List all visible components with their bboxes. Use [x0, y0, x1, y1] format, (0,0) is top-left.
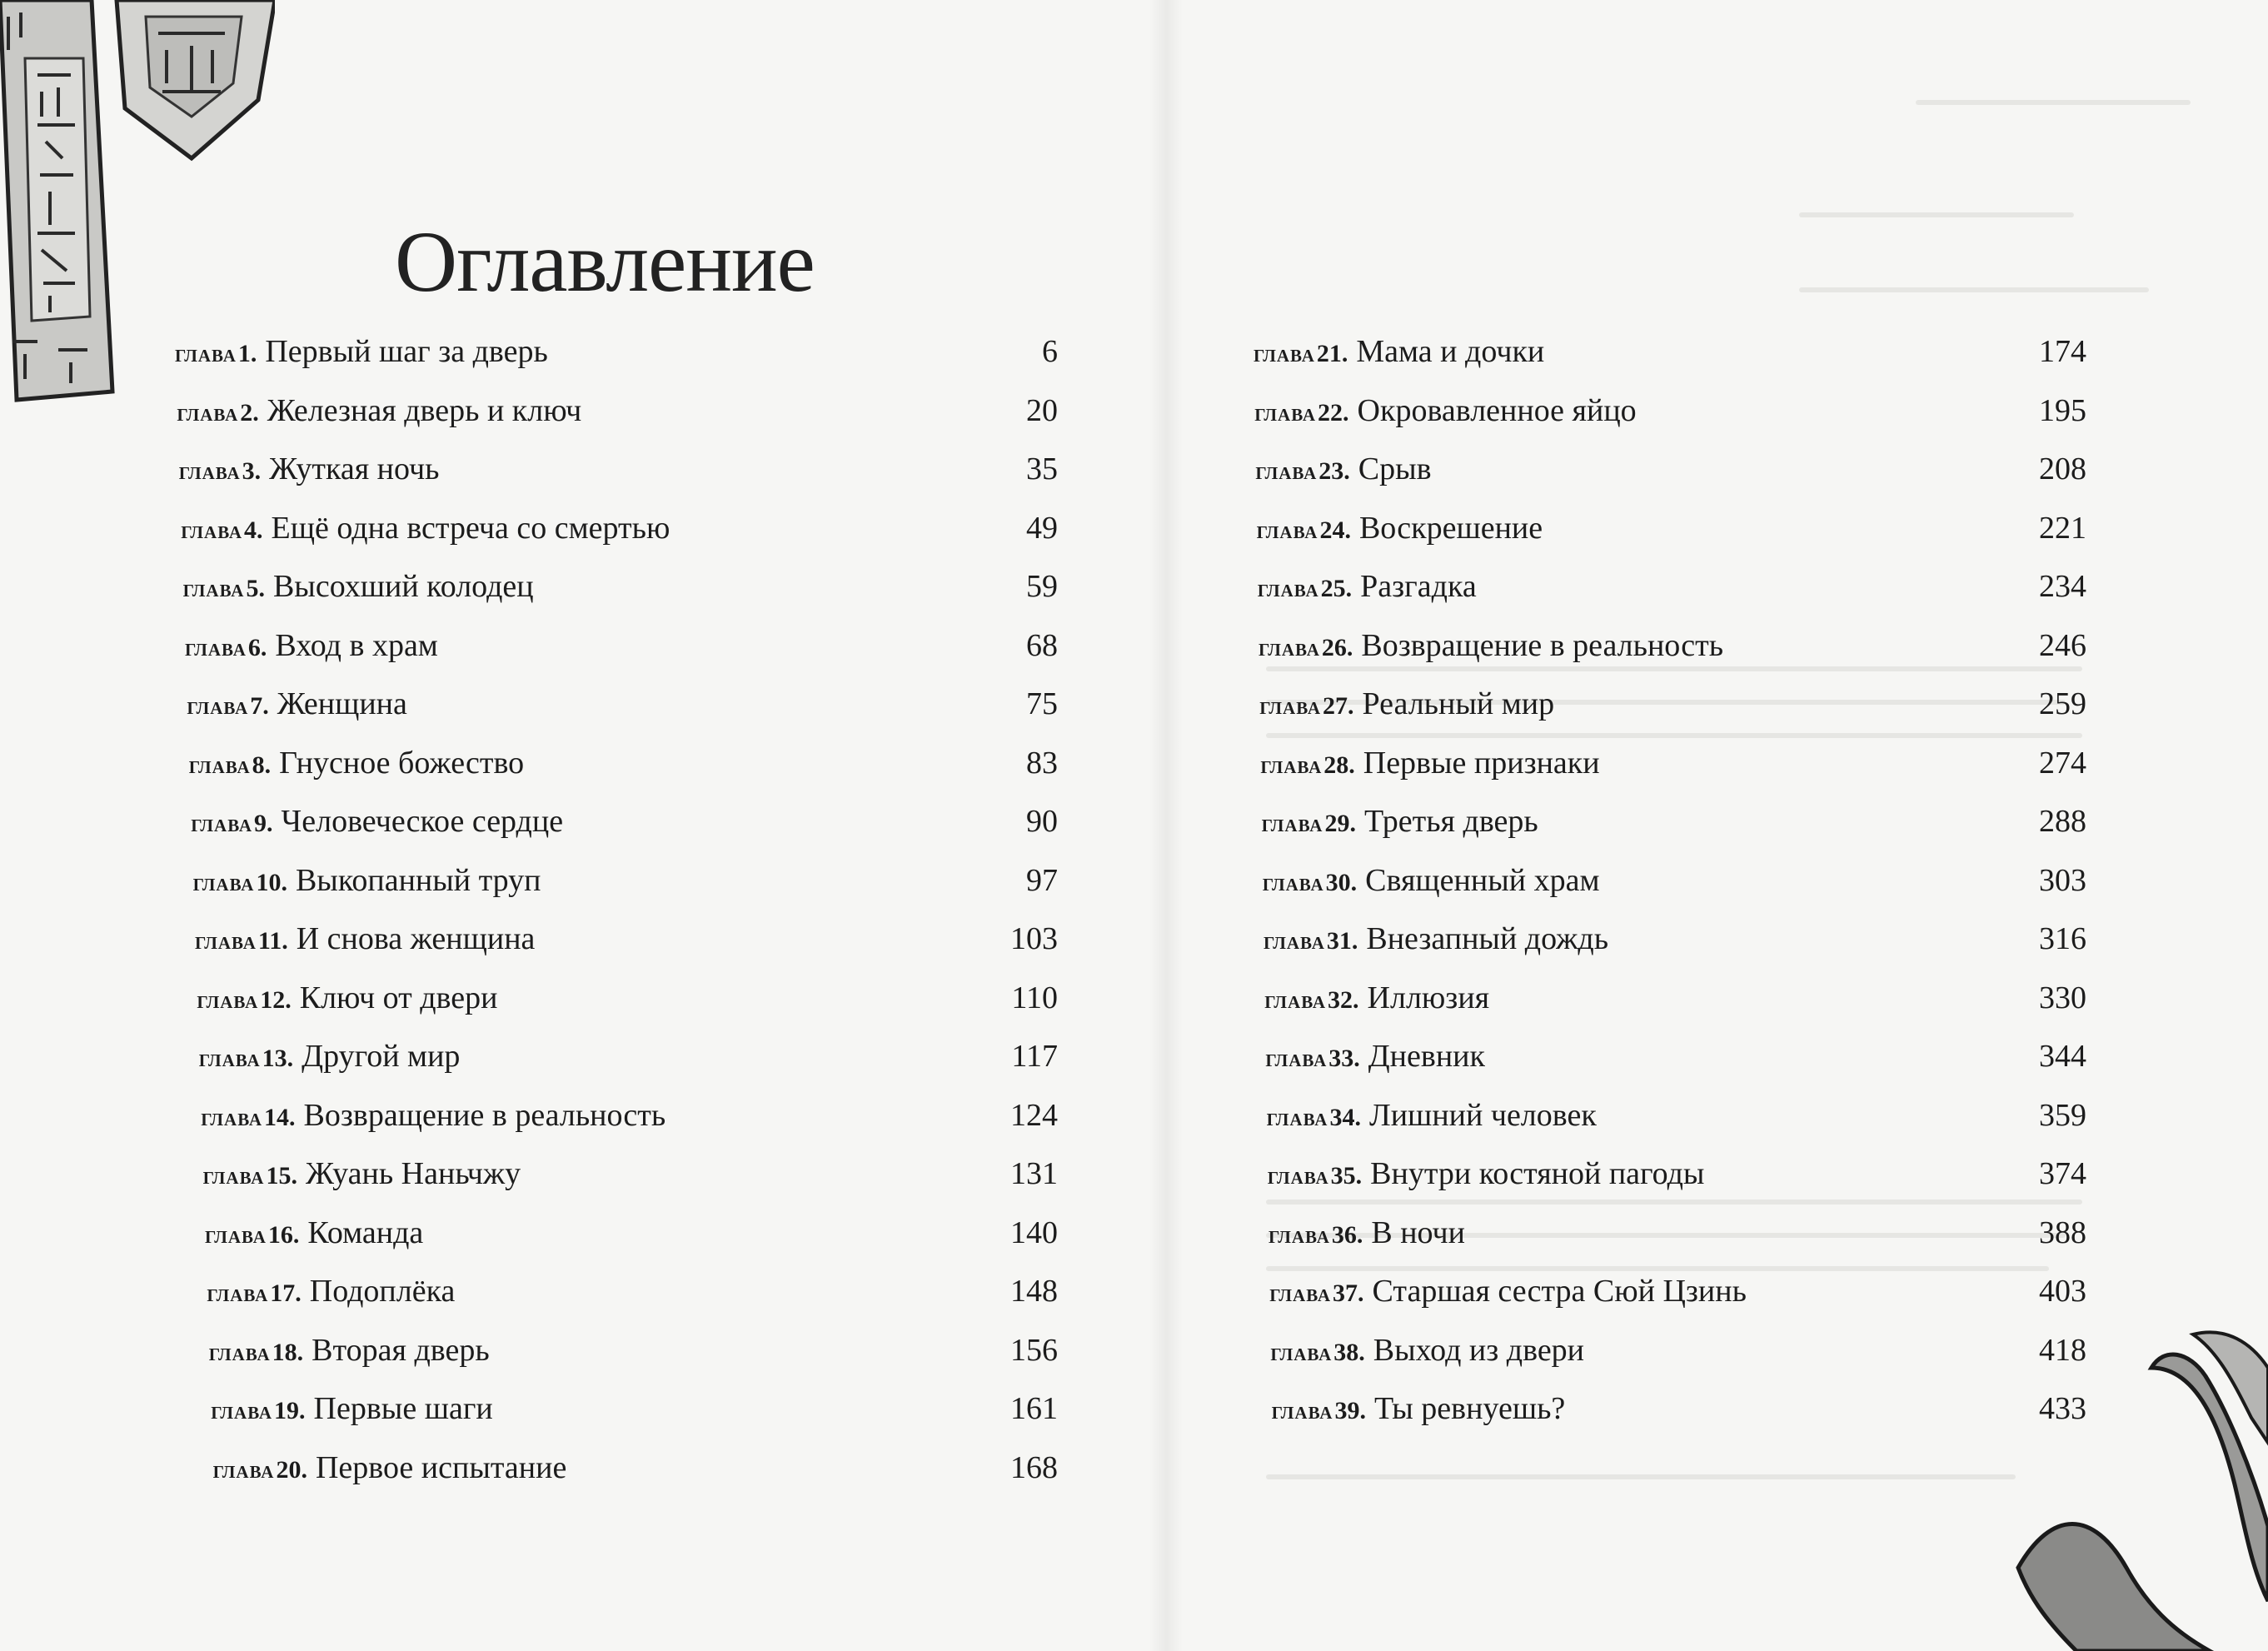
chapter-number: 34. — [1329, 1103, 1361, 1131]
chapter-label: глава — [182, 575, 245, 602]
chapter-title: Священный храм — [1365, 862, 1600, 898]
page-number: 221 — [2039, 510, 2086, 546]
page-number: 103 — [1010, 921, 1058, 956]
chapter-label: глава — [185, 633, 247, 661]
toc-entry[interactable] — [175, 920, 1058, 970]
chapter-label: глава — [208, 1338, 271, 1366]
toc-entry[interactable] — [1254, 1273, 2086, 1323]
chapter-title: Окровавленное яйцо — [1357, 392, 1637, 428]
toc-entry[interactable] — [1254, 451, 2086, 501]
chapter-number: 23. — [1318, 457, 1350, 485]
chapter-number: 32. — [1328, 985, 1359, 1014]
toc-entry[interactable] — [1254, 392, 2086, 442]
chapter-title: Ещё одна встреча со смертью — [271, 510, 670, 546]
chapter-number: 5. — [246, 575, 265, 602]
chapter-label: глава — [1265, 1045, 1328, 1072]
chapter-label: глава — [1256, 516, 1318, 544]
chapter-number: 1. — [237, 340, 257, 367]
page-number: 35 — [1026, 451, 1058, 486]
chapter-number: 28. — [1323, 751, 1355, 779]
chapter-label: глава — [1259, 692, 1322, 720]
chapter-title: Железная дверь и ключ — [267, 392, 582, 428]
toc-entry[interactable] — [1254, 1038, 2086, 1088]
page-number: 148 — [1010, 1274, 1058, 1309]
chapter-title: Старшая сестра Сюй Цзинь — [1372, 1274, 1747, 1309]
chapter-number: 6. — [247, 633, 267, 661]
page-number: 6 — [1042, 334, 1058, 369]
page-fold-shadow — [1149, 0, 1183, 1651]
page-number: 259 — [2039, 686, 2086, 721]
chapter-number: 2. — [240, 398, 259, 426]
toc-entry[interactable] — [175, 1155, 1058, 1205]
page-number: 124 — [1010, 1097, 1058, 1133]
chapter-title: Команда — [307, 1215, 424, 1250]
chapter-title: Разгадка — [1360, 569, 1477, 604]
chapter-title: Воскрешение — [1358, 510, 1543, 546]
toc-entry[interactable] — [175, 568, 1058, 618]
page-number: 97 — [1026, 862, 1058, 898]
chapter-title: Жуань Наньчжу — [305, 1156, 521, 1191]
toc-entry[interactable] — [1254, 627, 2086, 677]
chapter-title: Первые шаги — [313, 1391, 493, 1426]
bleed-line — [1266, 1266, 2049, 1271]
chapter-number: 33. — [1328, 1045, 1360, 1072]
chapter-title: Выкопанный труп — [295, 862, 541, 898]
chapter-label: глава — [1271, 1397, 1333, 1424]
chapter-label: глава — [211, 1397, 273, 1424]
chapter-label: глава — [1267, 1162, 1329, 1190]
chapter-label: глава — [181, 516, 243, 544]
page-number: 303 — [2039, 862, 2086, 898]
page-number: 90 — [1026, 804, 1058, 839]
page-number: 49 — [1026, 510, 1058, 546]
page-title: Оглавление — [395, 213, 815, 310]
toc-entry[interactable] — [1254, 686, 2086, 736]
chapter-number: 31. — [1326, 927, 1358, 955]
chapter-label: глава — [178, 457, 241, 485]
page-number: 359 — [2039, 1097, 2086, 1133]
page-number: 208 — [2039, 451, 2086, 486]
toc-entry[interactable] — [175, 1097, 1058, 1147]
chapter-number: 7. — [250, 692, 269, 720]
chapter-title: Первые признаки — [1363, 745, 1600, 781]
bleed-line — [1916, 100, 2191, 105]
chapter-label: глава — [201, 1103, 263, 1131]
toc-entry[interactable] — [1254, 333, 2086, 383]
chapter-title: Другой мир — [302, 1039, 461, 1074]
chapter-label: глава — [1261, 810, 1323, 837]
chapter-number: 18. — [272, 1338, 304, 1366]
toc-entry[interactable] — [175, 1449, 1058, 1499]
page-number: 418 — [2039, 1332, 2086, 1368]
toc-entry[interactable] — [175, 627, 1058, 677]
chapter-number: 38. — [1333, 1338, 1365, 1366]
chapter-number: 27. — [1323, 692, 1354, 720]
chapter-label: глава — [195, 927, 257, 955]
chapter-label: глава — [1254, 340, 1315, 367]
chapter-label: глава — [1259, 633, 1320, 661]
chapter-label: глава — [192, 868, 255, 896]
chapter-title: Женщина — [277, 686, 407, 721]
bleed-line — [1799, 212, 2074, 217]
toc-entry[interactable] — [1254, 920, 2086, 970]
page-number: 246 — [2039, 627, 2086, 663]
chapter-label: глава — [188, 751, 251, 779]
page-number: 110 — [1011, 980, 1058, 1015]
chapter-number: 36. — [1331, 1220, 1363, 1249]
chapter-label: глава — [207, 1279, 269, 1307]
chapter-number: 30. — [1325, 868, 1358, 896]
chapter-title: Реальный мир — [1362, 686, 1555, 721]
toc-entry[interactable] — [175, 1273, 1058, 1323]
toc-entry[interactable] — [1254, 568, 2086, 618]
chapter-label: глава — [198, 1045, 261, 1072]
toc-entry[interactable] — [1254, 980, 2086, 1030]
chapter-title: Мама и дочки — [1356, 334, 1545, 369]
chapter-number: 10. — [256, 868, 287, 896]
chapter-title: Срыв — [1358, 451, 1432, 486]
page-number: 433 — [2039, 1391, 2086, 1426]
chapter-number: 21. — [1316, 340, 1348, 367]
chapter-title: Первый шаг за дверь — [265, 334, 548, 369]
talisman-strip-left — [0, 0, 112, 400]
chapter-number: 8. — [252, 751, 272, 779]
chapter-label: глава — [1270, 1338, 1333, 1366]
chapter-label: глава — [1269, 1220, 1330, 1249]
chapter-label: глава — [191, 810, 253, 837]
toc-entry[interactable] — [175, 686, 1058, 736]
chapter-title: Вторая дверь — [312, 1332, 490, 1368]
toc-entry[interactable] — [1254, 1215, 2086, 1264]
chapter-number: 4. — [244, 516, 263, 544]
ink-brush-illustration — [2001, 1318, 2268, 1651]
chapter-title: И снова женщина — [296, 921, 536, 956]
page-number: 374 — [2039, 1156, 2086, 1191]
chapter-title: Третья дверь — [1363, 804, 1538, 839]
page-number: 195 — [2039, 392, 2086, 428]
chapter-label: глава — [1262, 868, 1324, 896]
chapter-number: 22. — [1318, 398, 1349, 426]
page-number: 75 — [1026, 686, 1058, 721]
chapter-label: глава — [175, 340, 237, 367]
page-number: 131 — [1010, 1156, 1058, 1191]
chapter-title: Высохший колодец — [272, 569, 534, 604]
toc-entry[interactable] — [1254, 862, 2086, 912]
chapter-number: 9. — [254, 810, 273, 837]
talisman-strip-right — [117, 0, 275, 158]
chapter-label: глава — [1264, 927, 1325, 955]
chapter-label: глава — [1254, 398, 1317, 426]
toc-entry[interactable] — [175, 745, 1058, 795]
chapter-label: глава — [1266, 1103, 1328, 1131]
toc-entry[interactable] — [175, 333, 1058, 383]
chapter-label: глава — [177, 398, 239, 426]
chapter-number: 3. — [242, 457, 262, 485]
page-number: 156 — [1010, 1332, 1058, 1368]
chapter-label: глава — [212, 1455, 275, 1484]
toc-entry[interactable] — [1254, 803, 2086, 853]
page-number: 330 — [2039, 980, 2086, 1015]
chapter-number: 26. — [1321, 633, 1353, 661]
chapter-number: 13. — [262, 1045, 294, 1072]
chapter-title: Подоплёка — [309, 1274, 456, 1309]
page-number: 83 — [1026, 745, 1058, 781]
chapter-title: Гнусное божество — [279, 745, 525, 781]
chapter-number: 17. — [270, 1279, 302, 1307]
page-number: 344 — [2039, 1039, 2086, 1074]
toc-entry[interactable] — [175, 510, 1058, 560]
chapter-number: 15. — [266, 1162, 297, 1190]
chapter-title: Ключ от двери — [299, 980, 498, 1015]
chapter-label: глава — [1257, 575, 1319, 602]
chapter-label: глава — [1264, 985, 1327, 1014]
chapter-number: 20. — [276, 1455, 307, 1484]
page-number: 117 — [1011, 1039, 1058, 1074]
chapter-number: 39. — [1334, 1397, 1366, 1424]
chapter-label: глава — [202, 1162, 265, 1190]
page-number: 68 — [1026, 627, 1058, 663]
page-number: 403 — [2039, 1274, 2086, 1309]
page-number: 388 — [2039, 1215, 2086, 1250]
page-number: 59 — [1026, 569, 1058, 604]
toc-entry[interactable] — [1254, 1155, 2086, 1205]
toc-entry[interactable] — [175, 451, 1058, 501]
toc-entry[interactable] — [1254, 1097, 2086, 1147]
bleed-line — [1799, 287, 2149, 292]
chapter-number: 14. — [264, 1103, 296, 1131]
page-number: 140 — [1010, 1215, 1058, 1250]
toc-entry[interactable] — [175, 1332, 1058, 1382]
toc-entry[interactable] — [175, 862, 1058, 912]
page-number: 288 — [2039, 804, 2086, 839]
chapter-number: 16. — [267, 1220, 300, 1249]
chapter-number: 12. — [260, 985, 292, 1014]
toc-entry[interactable] — [175, 1215, 1058, 1264]
page-number: 316 — [2039, 921, 2086, 956]
chapter-title: Первое испытание — [315, 1449, 567, 1485]
chapter-title: Внезапный дождь — [1366, 921, 1609, 956]
chapter-title: Дневник — [1368, 1039, 1485, 1074]
chapter-label: глава — [187, 692, 249, 720]
chapter-number: 35. — [1330, 1162, 1363, 1190]
bleed-line — [1266, 1474, 2016, 1479]
toc-entry[interactable] — [175, 980, 1058, 1030]
chapter-title: В ночи — [1371, 1215, 1466, 1250]
toc-entry[interactable] — [175, 1390, 1058, 1440]
chapter-title: Возвращение в реальность — [303, 1097, 666, 1133]
page-number: 168 — [1010, 1449, 1058, 1485]
toc-entry[interactable] — [175, 803, 1058, 853]
chapter-label: глава — [197, 985, 259, 1014]
chapter-label: глава — [1255, 457, 1318, 485]
talisman-illustration — [0, 0, 275, 416]
chapter-title: Иллюзия — [1367, 980, 1490, 1015]
chapter-title: Лишний человек — [1368, 1097, 1597, 1133]
chapter-label: глава — [205, 1220, 267, 1249]
chapter-title: Ты ревнуешь? — [1373, 1391, 1566, 1426]
toc-entry[interactable] — [175, 392, 1058, 442]
toc-entry[interactable] — [175, 1038, 1058, 1088]
chapter-title: Выход из двери — [1373, 1332, 1585, 1368]
page-number: 234 — [2039, 569, 2086, 604]
chapter-title: Возвращение в реальность — [1361, 627, 1724, 663]
chapter-label: глава — [1269, 1279, 1332, 1307]
chapter-number: 25. — [1320, 575, 1353, 602]
toc-entry[interactable] — [1254, 1390, 2086, 1440]
chapter-title: Вход в храм — [275, 627, 438, 663]
chapter-label: глава — [1260, 751, 1323, 779]
chapter-number: 11. — [257, 927, 288, 955]
page-number: 174 — [2039, 334, 2086, 369]
page-number: 161 — [1010, 1391, 1058, 1426]
chapter-number: 37. — [1333, 1279, 1364, 1307]
chapter-number: 19. — [274, 1397, 306, 1424]
toc-entry[interactable] — [1254, 745, 2086, 795]
chapter-number: 24. — [1319, 516, 1351, 544]
page-number: 20 — [1026, 392, 1058, 428]
chapter-title: Внутри костяной пагоды — [1370, 1156, 1705, 1191]
toc-entry[interactable] — [1254, 1332, 2086, 1382]
toc-entry[interactable] — [1254, 510, 2086, 560]
chapter-number: 29. — [1324, 810, 1356, 837]
chapter-title: Человеческое сердце — [281, 804, 564, 839]
chapter-title: Жуткая ночь — [269, 451, 440, 486]
page-number: 274 — [2039, 745, 2086, 781]
